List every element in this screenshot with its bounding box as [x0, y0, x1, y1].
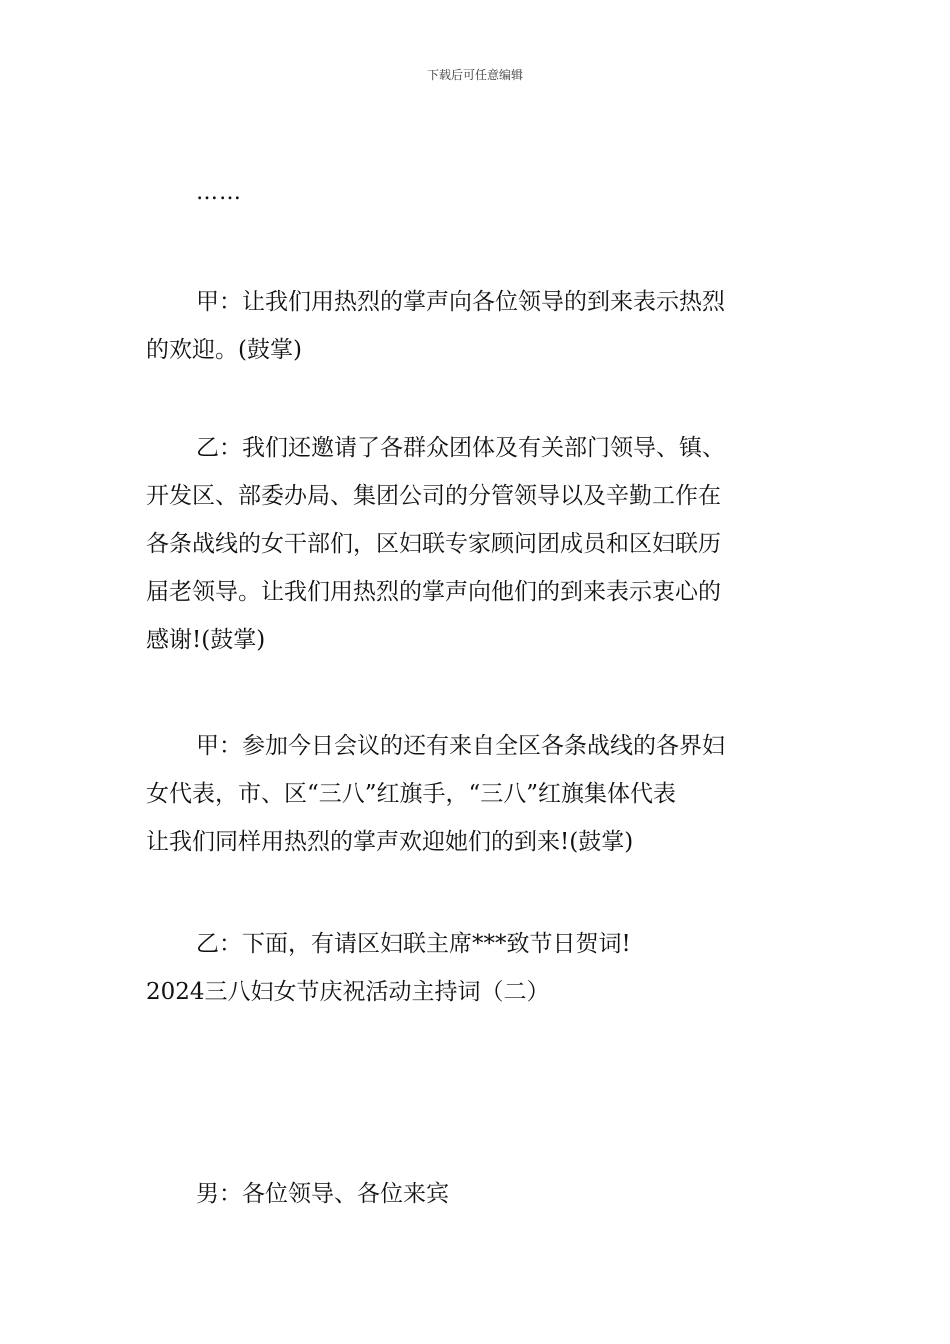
page-header-note: 下载后可任意编辑 — [426, 68, 523, 82]
paragraph-line: 的欢迎。(鼓掌) — [146, 337, 302, 363]
paragraph-line: 各条战线的女干部们，区妇联专家顾问团成员和区妇联历 — [146, 531, 721, 557]
paragraph-line: 开发区、部委办局、集团公司的分管领导以及辛勤工作在 — [146, 483, 721, 509]
ellipsis-text: …… — [196, 180, 242, 205]
paragraph-jia-welcome — [146, 278, 808, 374]
paragraph-yi-invite-chair — [146, 920, 808, 1016]
paragraph-line: 甲：让我们用热烈的掌声向各位领导的到来表示热烈 — [196, 289, 725, 315]
paragraph-line: 乙：我们还邀请了各群众团体及有关部门领导、镇、 — [196, 435, 725, 461]
paragraph-yi-invited-guests — [146, 424, 808, 664]
paragraph-line: 让我们同样用热烈的掌声欢迎她们的到来!(鼓掌) — [146, 829, 634, 855]
paragraph-line: 女代表，市、区“三八”红旗手，“三八”红旗集体代表 — [146, 781, 677, 807]
section-title: 2024三八妇女节庆祝活动主持词（二） — [146, 979, 550, 1005]
paragraph-line: 男：各位领导、各位来宾 — [196, 1181, 449, 1207]
paragraph-line: 届老领导。让我们用热烈的掌声向他们的到来表示衷心的 — [146, 579, 721, 605]
paragraph-line: 甲：参加今日会议的还有来自全区各条战线的各界妇 — [196, 733, 725, 759]
paragraph-line: 乙：下面，有请区妇联主席***致节日贺词! — [196, 931, 631, 957]
paragraph-jia-representatives — [146, 722, 808, 866]
paragraph-line: 感谢!(鼓掌) — [146, 627, 266, 653]
paragraph-nan-greeting — [146, 1170, 808, 1218]
